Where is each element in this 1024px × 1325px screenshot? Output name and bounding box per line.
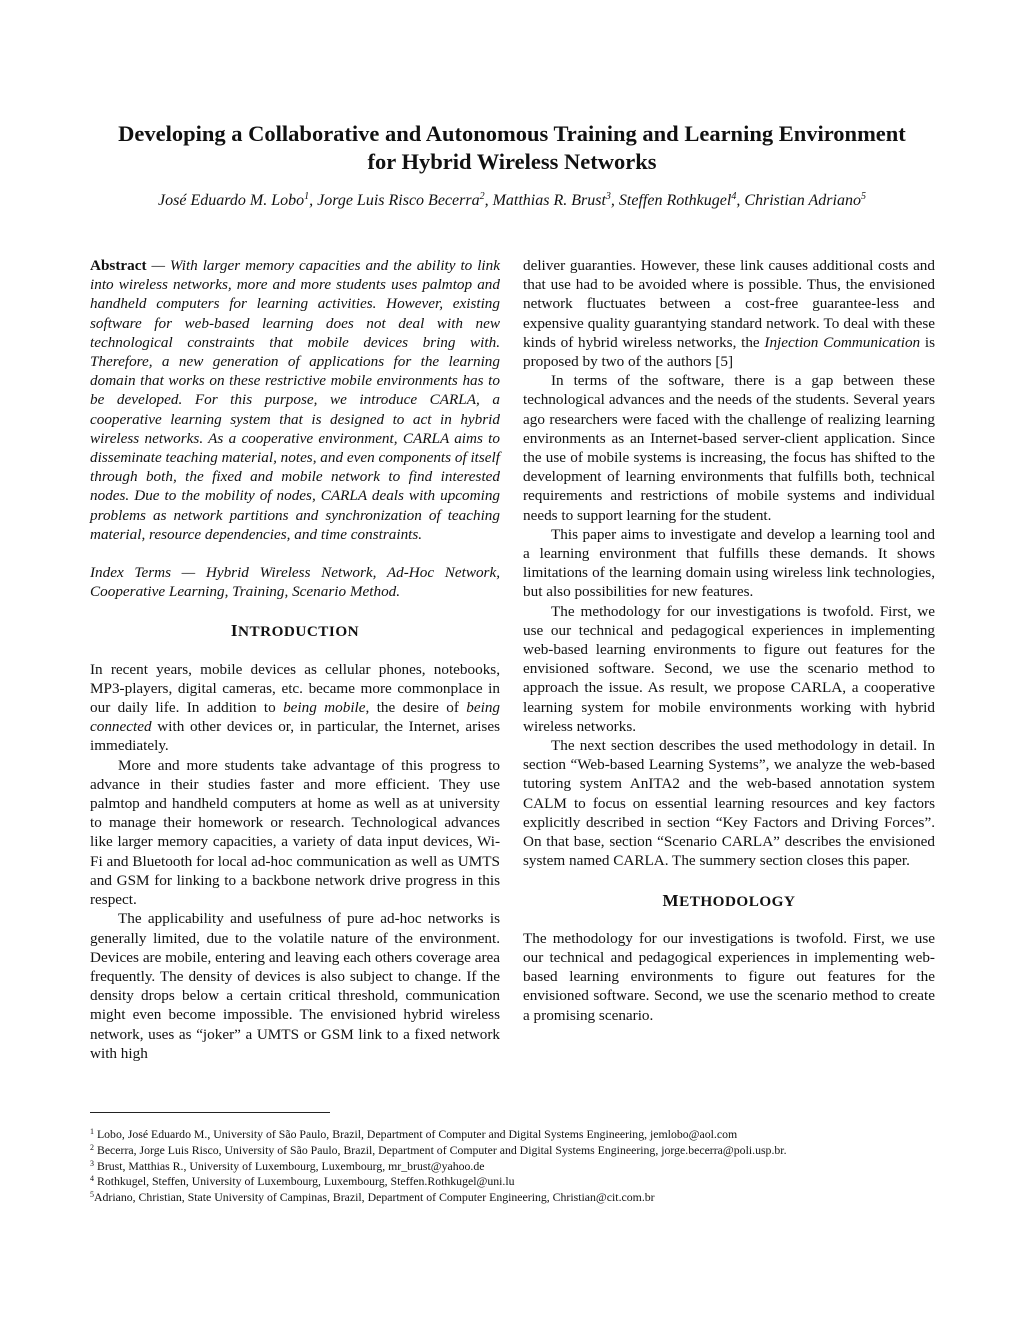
footnotes [90,1127,950,1206]
intro-paragraph-6: This paper aims to investigate and develop a learning tool and a learning environment that fulfills these demands. It shows limitations of the learning domain using wireless link technologies, but also possibilities for new features. [523,525,935,601]
index-terms: Index Terms — Hybrid Wireless Network, Ad-Hoc Network, Cooperative Learning, Training, Scenario Method. [90,564,500,601]
author-name: Jorge Luis Risco Becerra [317,192,480,209]
title-line-1: Developing a Collaborative and Autonomous Training and Learning Environment [118,121,906,146]
abstract-text: With larger memory capacities and the ability to link into wireless networks, more and more students uses palmtop and handheld computers for learning activities. However, existing software for web-based learning does not deal with new technological constraints that mobile devices bring with. Therefore, a new generation of applications for the learning domain that works on these restrictive mobile environments has to be developed. For this purpose, we introduce CARLA, a cooperative learning system that is designed to act in hybrid wireless networks. As a cooperative environment, CARLA aims to disseminate teaching material, notes, and even components of itself through both, the fixed and mobile network to find interested nodes. Due to the mobility of nodes, CARLA deals with upcoming problems as network partitions and synchronization of teaching material, resource dependencies, and time constraints. [90,257,500,543]
author-name: Matthias R. Brust [492,192,606,209]
author-name: José Eduardo M. Lobo [158,192,305,209]
footnote: $^1$ Lobo, José Eduardo M., University of São Paulo, Brazil, Department of Computer and Digital Systems Engineering, jemlobo@aol.com [90,1127,738,1141]
author-affiliation-mark: 4 [731,191,737,202]
intro-paragraph-5: In terms of the software, there is a gap between these technological advances and the needs of the students. Several years ago researchers were faced with the challenge of realizing learning environments as an Internet-based server-client application. Since the use of mobile systems is increasing, the focus has shifted to the development of learning environments that fulfills both, technical requirements and restrictions of mobile systems and individual needs to support learning for the student. [523,372,935,524]
author-list: José Eduardo M. Lobo$^1$, Jorge Luis Risco Becerra$^2$, Matthias R. Brust$^3$, Steffen Rothkugel$^4$, Christian Adriano$^5$ [158,191,866,209]
paper-title [80,120,944,176]
index-terms-label: Index Terms [90,564,171,582]
author-name: Steffen Rothkugel [618,192,732,209]
footnote: $^5$Adriano, Christian, State University of Campinas, Brazil, Department of Computer Engineering, Christian@cit.com.br [90,1190,655,1205]
author-name: Christian Adriano [744,192,861,209]
right-column [523,256,935,1025]
title-line-2: for Hybrid Wireless Networks [367,149,657,174]
abstract: Abstract — With larger memory capacities and the ability to link into wireless networks, more and more students uses palmtop and handheld computers for learning activities. However, existing software for web-based learning does not deal with new technological constraints that mobile devices bring with. Therefore, a new generation of applications for the learning domain that works on these restrictive mobile environments has to be developed. For this purpose, we introduce CARLA, a cooperative learning system that is designed to act in hybrid wireless networks. As a cooperative environment, CARLA aims to disseminate teaching material, notes, and even components of itself through both, the fixed and mobile network to find interested nodes. Due to the mobility of nodes, CARLA deals with upcoming problems as network partitions and synchronization of teaching material, resource dependencies, and time constraints. [90,257,500,543]
intro-paragraph-2: More and more students take advantage of this progress to advance in their studies faster and more efficient. They use palmtop and handheld computers at home as well as at university to manage their homework or research. Technological advances like larger memory capacities, a variety of data input devices, Wi-Fi and Bluetooth for local ad-hoc communication as well as UMTS and GSM for linking to a backbone network drive progress in this respect. [90,756,500,909]
index-terms-text: Hybrid Wireless Network, Ad-Hoc Network, Cooperative Learning, Training, Scenario Method. [90,564,500,601]
footnote: $^2$ Becerra, Jorge Luis Risco, University of São Paulo, Brazil, Department of Computer and Digital Systems Engineering, jorge.becerra@poli.usp.br. [90,1142,787,1157]
introduction-heading: INTRODUCTION [230,621,360,641]
footnote: $^4$ Rothkugel, Steffen, University of Luxembourg, Luxembourg, Steffen.Rothkugel@uni.lu [90,1174,515,1189]
author-affiliation-mark: 5 [860,191,866,202]
author-affiliation-mark: 3 [605,191,611,202]
intro-paragraph-4: deliver guaranties. However, these link causes additional costs and that use had to be avoided where is possible. Thus, the envisioned network fluctuates between a cost-free guarantee-less and expensive quality guarantying standard network. To deal with these kinds of hybrid wireless networks, the Injection Communication is proposed by two of the authors [5] [523,257,935,371]
author-affiliation-mark: 1 [304,191,310,202]
footnote: $^3$ Brust, Matthias R., University of Luxembourg, Luxembourg, mr_brust@yahoo.de [90,1158,485,1173]
intro-paragraph-1: In recent years, mobile devices as cellular phones, notebooks, MP3-players, digital cameras, etc. became more commonplace in our daily life. In addition to being mobile, the desire of being connected with other devices or, in particular, the Internet, arises immediately. [90,660,501,755]
author-affiliation-mark: 2 [479,191,485,202]
methodology-heading: METHODOLOGY [662,890,796,910]
left-column [90,256,500,1063]
methodology-paragraph-1: The methodology for our investigations is twofold. First, we use our technical and pedagogical experiences in implementing web-based learning environments to figure out features for the envisioned software. Second, we use the scenario method to create a promising scenario. [523,929,935,1024]
intro-paragraph-8: The next section describes the used methodology in detail. In section “Web-based Learning Systems”, we analyze the web-based tutoring system AnITA2 and the web-based annotation system CALM to focus on essential learning resources and key factors explicitly described in section “Key Factors and Driving Forces”. On that base, section “Scenario CARLA” describes the envisioned system named CARLA. The summery section closes this paper. [523,737,935,870]
intro-paragraph-7: The methodology for our investigations is twofold. First, we use our technical and pedagogical experiences in implementing web-based learning environments to figure out features for the envisioned software. Second, we use the scenario method to approach the issue. As result, we propose CARLA, a cooperative learning system for mobile environments working with hybrid wireless networks. [523,602,935,735]
abstract-label: Abstract [90,257,147,274]
intro-paragraph-3: The applicability and usefulness of pure ad-hoc networks is generally limited, due to the volatile nature of the environment. Devices are mobile, entering and leaving each others coverage area frequently. The density of devices is also subject to change. If the density drops below a certain critical threshold, communication might even become impossible. The envisioned hybrid wireless network, uses as “joker” a UMTS or GSM link to a fixed network with high [90,910,500,1062]
footnote-divider [90,1112,330,1113]
